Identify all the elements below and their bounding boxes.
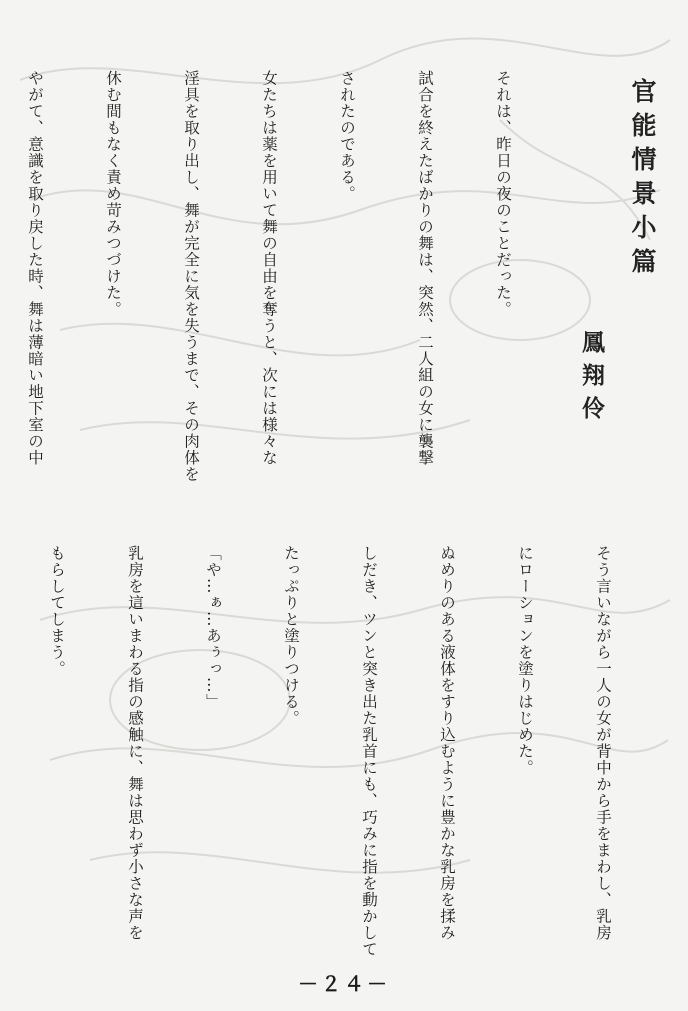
text-line: 休む間もなく責め苛みつづけた。 [104, 70, 122, 318]
text-line: もらしてしまう。 [48, 545, 66, 677]
text-line: それは、昨日の夜のことだった。 [494, 70, 512, 318]
text-line: されたのである。 [338, 70, 356, 202]
text-block-bottom [0, 545, 668, 958]
author-name: 鳳翔伶 [578, 330, 605, 429]
text-block-top [0, 70, 568, 490]
text-line: にローションを塗りはじめた。 [516, 545, 534, 776]
text-line: ぬめりのある液体をすり込むように豊かな乳房を揉み [438, 545, 456, 941]
text-line: しだき、ツンと突き出た乳首にも、巧みに指を動かして [360, 545, 378, 958]
text-line: 試合を終えたばかりの舞は、突然、二人組の女に襲撃 [416, 70, 434, 466]
text-line: 乳房を這いまわる指の感触に、舞は思わず小さな声を [126, 545, 144, 941]
text-line: 「や…ぁ…あぅっ…」 [204, 545, 222, 710]
text-line: そう言いながら一人の女が背中から手をまわし、乳房 [594, 545, 612, 941]
text-line: 淫具を取り出し、舞が完全に気を失うまで、その肉体を [182, 70, 200, 483]
page-number: －２４－ [298, 972, 390, 996]
text-line: 女たちは薬を用いて舞の自由を奪うと、次には様々な [260, 70, 278, 466]
text-line: やがて、意識を取り戻した時、舞は薄暗い地下室の中 [26, 70, 44, 466]
story-title: 官能情景小篇 [628, 78, 657, 282]
text-line: たっぷりと塗りつける。 [282, 545, 300, 727]
